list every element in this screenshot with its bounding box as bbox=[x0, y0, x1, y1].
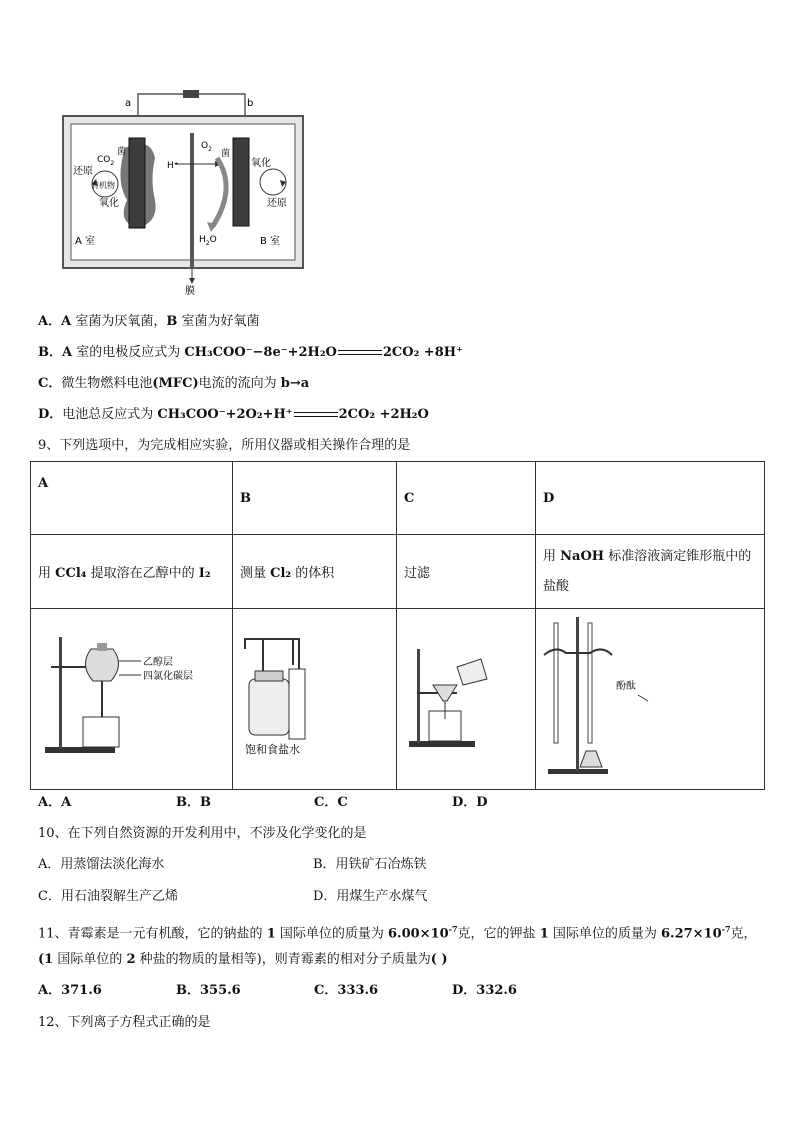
label-h2o: $H_2O$ bbox=[199, 235, 217, 247]
q11-option-b[interactable]: B．355.6 bbox=[176, 983, 241, 998]
label-co2: $CO_2$ bbox=[97, 155, 115, 167]
q9-image-d bbox=[536, 609, 765, 790]
q9-header-c: C bbox=[397, 462, 536, 535]
q8-option-a: A．A 室菌为厌氧菌，B 室菌为好氧菌 bbox=[38, 314, 260, 329]
label-reduce-a: 还原 bbox=[73, 166, 93, 177]
q9-table bbox=[30, 461, 765, 790]
filtration-apparatus bbox=[397, 609, 535, 785]
q9-answer-a[interactable]: A．A bbox=[38, 795, 72, 810]
q9-header-a: A bbox=[31, 462, 233, 535]
label-phenolphthalein: 酚酞 bbox=[616, 681, 636, 692]
q9-desc-b: 测量 Cl₂ 的体积 bbox=[233, 535, 397, 609]
label-bacteria-b: 菌 bbox=[221, 149, 231, 159]
label-hplus: H⁺ bbox=[167, 161, 179, 171]
titration-apparatus bbox=[536, 609, 764, 785]
separatory-funnel-apparatus bbox=[31, 609, 231, 785]
q10-option-a[interactable]: A．用蒸馏法淡化海水 bbox=[38, 857, 165, 872]
q11-option-a[interactable]: A．371.6 bbox=[38, 983, 102, 998]
label-saturated-brine: 饱和食盐水 bbox=[245, 743, 300, 756]
label-room-a: A 室 bbox=[75, 236, 96, 247]
label-b: b bbox=[247, 98, 254, 109]
label-o2: $O_2$ bbox=[201, 141, 212, 153]
q11-stem-line2: (1 国际单位的 2 种盐的物质的量相等)，则青霉素的相对分子质量为( ) bbox=[38, 952, 448, 967]
q10-option-d[interactable]: D．用煤生产水煤气 bbox=[313, 889, 428, 904]
gas-volume-apparatus bbox=[233, 609, 393, 785]
label-a: a bbox=[125, 98, 132, 109]
q11-option-c[interactable]: C．333.6 bbox=[314, 983, 379, 998]
equals-sign bbox=[338, 348, 382, 358]
label-ccl4-layer: 四氯化碳层 bbox=[143, 671, 193, 682]
label-oxidize-b: 氧化 bbox=[251, 158, 271, 169]
q9-image-c bbox=[397, 609, 536, 790]
mfc-diagram bbox=[55, 88, 315, 298]
q11-stem-line1: 11、青霉素是一元有机酸，它的钠盐的 1 国际单位的质量为 $6.00\times 10^{-7}$克，它的钾盐 1 国际单位的质量为 $6.27\times 10^{-7}$克， bbox=[38, 924, 757, 942]
label-organic: 有机物 bbox=[91, 181, 115, 190]
q9-header-b: B bbox=[233, 462, 397, 535]
q9-image-a bbox=[31, 609, 233, 790]
label-oxidize-a: 氧化 bbox=[99, 198, 119, 209]
q9-stem: 9、下列选项中，为完成相应实验，所用仪器或相关操作合理的是 bbox=[38, 438, 411, 453]
label-membrane: 膜 bbox=[185, 286, 195, 297]
q9-answers bbox=[38, 794, 488, 812]
label-reduce-b: 还原 bbox=[267, 198, 287, 209]
q9-header-d: D bbox=[536, 462, 765, 535]
q9-desc-d: 用 NaOH 标准溶液滴定锥形瓶中的 盐酸 bbox=[536, 535, 765, 609]
resistor bbox=[183, 90, 199, 98]
q11-options bbox=[38, 982, 517, 1000]
q12-stem: 12、下列离子方程式正确的是 bbox=[38, 1015, 211, 1030]
q9-desc-a: 用 CCl₄ 提取溶在乙醇中的 I₂ bbox=[31, 535, 233, 609]
q9-desc-c: 过滤 bbox=[397, 535, 536, 609]
equals-sign bbox=[294, 410, 338, 420]
q10-option-b[interactable]: B．用铁矿石冶炼铁 bbox=[313, 857, 427, 872]
q9-answer-d[interactable]: D．D bbox=[452, 795, 488, 810]
q8-option-b: B．A 室的电极反应式为 CH₃COO⁻−8e⁻+2H₂O 2CO₂ +8H⁺ bbox=[38, 345, 463, 360]
q9-answer-c[interactable]: C．C bbox=[314, 795, 348, 810]
label-room-b: B 室 bbox=[260, 236, 281, 247]
q10-stem: 10、在下列自然资源的开发利用中，不涉及化学变化的是 bbox=[38, 826, 367, 841]
label-bacteria-a: 菌 bbox=[117, 147, 127, 157]
label-ethanol-layer: 乙醇层 bbox=[143, 657, 173, 668]
q10-option-c[interactable]: C．用石油裂解生产乙烯 bbox=[38, 889, 178, 904]
q11-option-d[interactable]: D．332.6 bbox=[452, 983, 517, 998]
q8-option-d: D．电池总反应式为 CH₃COO⁻+2O₂+H⁺ 2CO₂ +2H₂O bbox=[38, 407, 429, 422]
q9-image-b bbox=[233, 609, 397, 790]
q9-answer-b[interactable]: B．B bbox=[176, 795, 211, 810]
q8-option-c: C．微生物燃料电池(MFC)电流的流向为 b→a bbox=[38, 376, 310, 391]
